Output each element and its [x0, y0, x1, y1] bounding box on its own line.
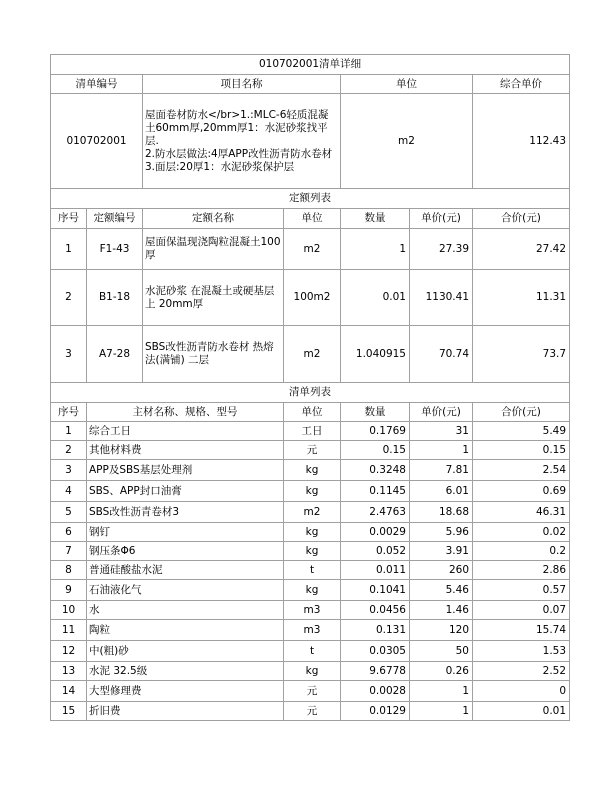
list-qty: 0.011: [341, 561, 410, 580]
list-total: 15.74: [473, 620, 570, 641]
table-row: [51, 641, 570, 662]
table-row: [51, 502, 570, 523]
list-seq: 15: [51, 702, 87, 721]
list-qty: 0.1041: [341, 580, 410, 601]
table-row: [51, 229, 570, 270]
list-total: 2.86: [473, 561, 570, 580]
list-seq: 13: [51, 662, 87, 681]
list-unit: t: [284, 641, 341, 662]
list-qty-header: 数量: [341, 403, 410, 422]
list-unit-header: 单位: [284, 403, 341, 422]
list-total: 0.2: [473, 542, 570, 561]
list-total: 46.31: [473, 502, 570, 523]
list-qty: 0.0456: [341, 601, 410, 620]
list-total: 2.54: [473, 460, 570, 481]
quota-item-unit: m2: [341, 94, 473, 189]
list-total-header: 合价(元): [473, 403, 570, 422]
quota-unit-header: 单位: [341, 75, 473, 94]
norm-code: B1-18: [87, 270, 143, 326]
list-name-header: 主材名称、规格、型号: [87, 403, 284, 422]
norm-name: SBS改性沥青防水卷材 热熔法(满铺) 二层: [143, 326, 284, 383]
table-row: [51, 561, 570, 580]
list-unit: 元: [284, 702, 341, 721]
norm-section-title-row: [51, 189, 570, 209]
list-total: 0.57: [473, 580, 570, 601]
quota-item-name: 屋面卷材防水</br>1.:MLC-6轻质混凝土60mm厚,20mm厚1：水泥砂浆找平层. 2.防水层做法:4厚APP改性沥青防水卷材 3.面层:20厚1：水泥砂浆保护层: [143, 94, 341, 189]
table-row: [51, 662, 570, 681]
list-name: 钢钉: [87, 523, 284, 542]
norm-name-header: 定额名称: [143, 209, 284, 229]
list-name: SBS、APP封口油膏: [87, 481, 284, 502]
list-qty: 0.0305: [341, 641, 410, 662]
list-qty: 0.0029: [341, 523, 410, 542]
norm-code-header: 定额编号: [87, 209, 143, 229]
list-price: 18.68: [410, 502, 473, 523]
list-unit: kg: [284, 460, 341, 481]
table-row: [51, 620, 570, 641]
table-row: [51, 542, 570, 561]
norm-unit: m2: [284, 229, 341, 270]
list-name: 综合工日: [87, 422, 284, 441]
quota-code-header: 清单编号: [51, 75, 143, 94]
norm-header-row: [51, 209, 570, 229]
list-price: 5.46: [410, 580, 473, 601]
norm-seq-header: 序号: [51, 209, 87, 229]
table-row: [51, 270, 570, 326]
list-price-header: 单价(元): [410, 403, 473, 422]
norm-unit: 100m2: [284, 270, 341, 326]
list-seq: 1: [51, 422, 87, 441]
list-seq: 12: [51, 641, 87, 662]
norm-price: 70.74: [410, 326, 473, 383]
list-seq: 5: [51, 502, 87, 523]
list-price: 0.26: [410, 662, 473, 681]
table-row: [51, 441, 570, 460]
list-price: 260: [410, 561, 473, 580]
list-total: 5.49: [473, 422, 570, 441]
list-name: 其他材料费: [87, 441, 284, 460]
list-header-row: [51, 403, 570, 422]
list-price: 120: [410, 620, 473, 641]
list-seq: 3: [51, 460, 87, 481]
list-total: 0: [473, 681, 570, 702]
list-name: 大型修理费: [87, 681, 284, 702]
table-row: [51, 601, 570, 620]
list-seq: 14: [51, 681, 87, 702]
list-name: 中(粗)砂: [87, 641, 284, 662]
list-seq: 8: [51, 561, 87, 580]
table-row: [51, 681, 570, 702]
list-total: 0.02: [473, 523, 570, 542]
list-unit: 元: [284, 441, 341, 460]
norm-total: 27.42: [473, 229, 570, 270]
norm-seq: 3: [51, 326, 87, 383]
quota-item-code: 010702001: [51, 94, 143, 189]
list-total: 0.69: [473, 481, 570, 502]
table-row: [51, 580, 570, 601]
list-qty: 0.0028: [341, 681, 410, 702]
list-price: 3.91: [410, 542, 473, 561]
norm-qty: 0.01: [341, 270, 410, 326]
norm-code: F1-43: [87, 229, 143, 270]
detail-table: [50, 54, 570, 721]
list-price: 1.46: [410, 601, 473, 620]
list-qty: 2.4763: [341, 502, 410, 523]
norm-price: 27.39: [410, 229, 473, 270]
table-row: [51, 523, 570, 542]
list-seq: 6: [51, 523, 87, 542]
list-total: 2.52: [473, 662, 570, 681]
list-unit: m3: [284, 620, 341, 641]
list-unit: 工日: [284, 422, 341, 441]
norm-qty: 1: [341, 229, 410, 270]
list-name: 水泥 32.5级: [87, 662, 284, 681]
list-price: 6.01: [410, 481, 473, 502]
norm-qty: 1.040915: [341, 326, 410, 383]
list-unit: t: [284, 561, 341, 580]
table-row: [51, 460, 570, 481]
list-unit: kg: [284, 542, 341, 561]
list-unit: kg: [284, 481, 341, 502]
list-name: 折旧费: [87, 702, 284, 721]
norm-unit: m2: [284, 326, 341, 383]
quota-header-row: [51, 75, 570, 94]
norm-name: 屋面保温现浇陶粒混凝土100厚: [143, 229, 284, 270]
list-name: 钢压条Φ6: [87, 542, 284, 561]
list-total: 1.53: [473, 641, 570, 662]
list-section-title: 清单列表: [51, 383, 570, 403]
list-qty: 0.3248: [341, 460, 410, 481]
norm-qty-header: 数量: [341, 209, 410, 229]
list-unit: kg: [284, 580, 341, 601]
table-row: [51, 481, 570, 502]
norm-unit-header: 单位: [284, 209, 341, 229]
list-unit: m3: [284, 601, 341, 620]
norm-seq: 1: [51, 229, 87, 270]
list-price: 1: [410, 702, 473, 721]
quota-item-row: [51, 94, 570, 189]
quota-item-price: 112.43: [473, 94, 570, 189]
table-title: 010702001清单详细: [51, 55, 570, 75]
norm-code: A7-28: [87, 326, 143, 383]
norm-total-header: 合价(元): [473, 209, 570, 229]
list-total: 0.07: [473, 601, 570, 620]
list-seq-header: 序号: [51, 403, 87, 422]
list-seq: 9: [51, 580, 87, 601]
norm-price-header: 单价(元): [410, 209, 473, 229]
list-name: 水: [87, 601, 284, 620]
norm-total: 73.7: [473, 326, 570, 383]
table-row: [51, 422, 570, 441]
list-unit: m2: [284, 502, 341, 523]
list-unit: kg: [284, 662, 341, 681]
list-price: 5.96: [410, 523, 473, 542]
list-seq: 7: [51, 542, 87, 561]
list-total: 0.15: [473, 441, 570, 460]
list-qty: 0.1769: [341, 422, 410, 441]
norm-total: 11.31: [473, 270, 570, 326]
list-name: SBS改性沥青卷材3: [87, 502, 284, 523]
list-name: 普通硅酸盐水泥: [87, 561, 284, 580]
list-qty: 0.131: [341, 620, 410, 641]
list-name: APP及SBS基层处理剂: [87, 460, 284, 481]
quota-price-header: 综合单价: [473, 75, 570, 94]
list-qty: 9.6778: [341, 662, 410, 681]
table-row: [51, 702, 570, 721]
list-seq: 11: [51, 620, 87, 641]
norm-section-title: 定额列表: [51, 189, 570, 209]
norm-price: 1130.41: [410, 270, 473, 326]
list-price: 7.81: [410, 460, 473, 481]
list-qty: 0.052: [341, 542, 410, 561]
list-name: 陶粒: [87, 620, 284, 641]
list-unit: kg: [284, 523, 341, 542]
list-price: 1: [410, 441, 473, 460]
norm-seq: 2: [51, 270, 87, 326]
title-row: [51, 55, 570, 75]
list-qty: 0.15: [341, 441, 410, 460]
list-qty: 0.0129: [341, 702, 410, 721]
list-price: 31: [410, 422, 473, 441]
list-seq: 10: [51, 601, 87, 620]
list-unit: 元: [284, 681, 341, 702]
list-price: 50: [410, 641, 473, 662]
table-row: [51, 326, 570, 383]
quota-name-header: 项目名称: [143, 75, 341, 94]
list-section-title-row: [51, 383, 570, 403]
norm-name: 水泥砂浆 在混凝土或硬基层上 20mm厚: [143, 270, 284, 326]
list-qty: 0.1145: [341, 481, 410, 502]
list-price: 1: [410, 681, 473, 702]
list-name: 石油液化气: [87, 580, 284, 601]
list-seq: 2: [51, 441, 87, 460]
list-total: 0.01: [473, 702, 570, 721]
list-seq: 4: [51, 481, 87, 502]
